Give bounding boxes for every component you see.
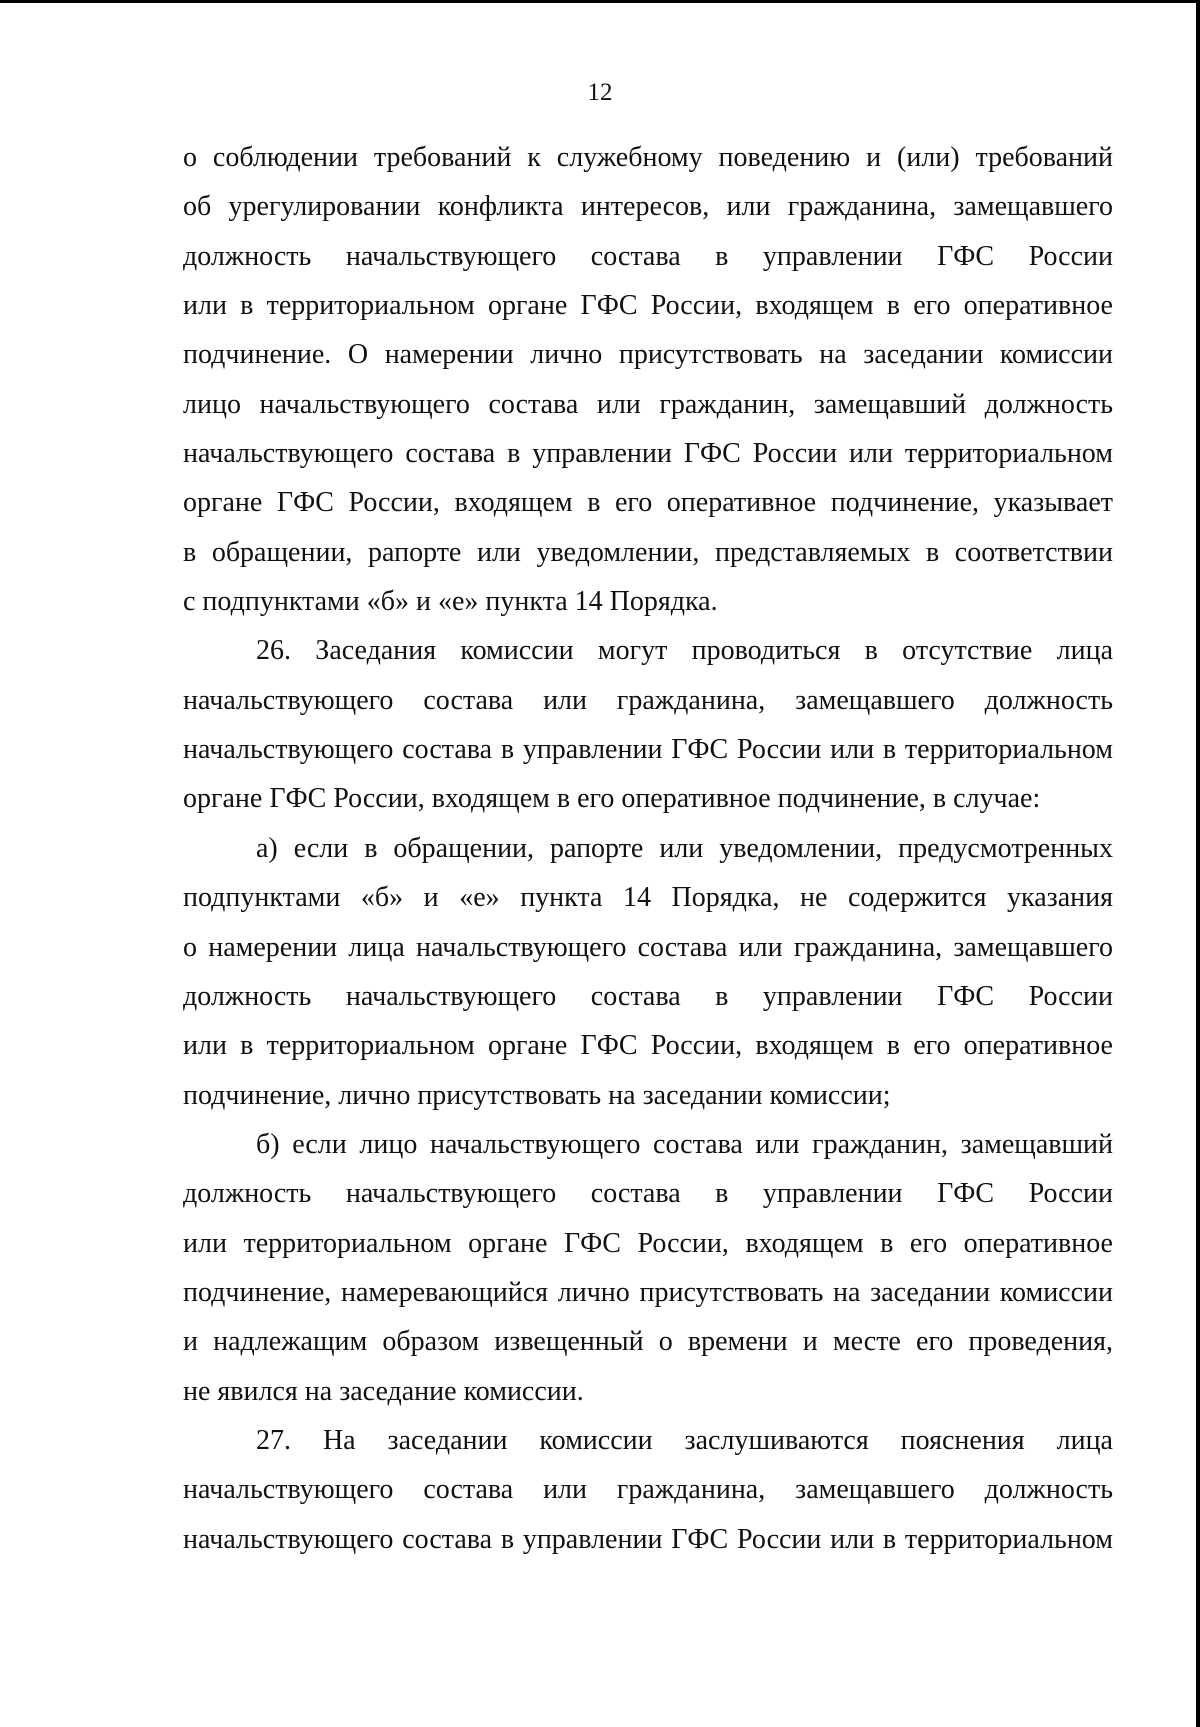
text-line: б) если лицо начальствующего состава или гражданин, замещавший	[256, 1128, 1113, 1160]
page-number: 12	[587, 79, 613, 106]
text-line: начальствующего состава или гражданина, замещавшего должность	[183, 684, 1113, 716]
text-line: должность начальствующего состава в управлении ГФС России	[183, 1178, 1113, 1210]
text-line: в обращении, рапорте или уведомлении, представляемых в соответствии	[183, 536, 1113, 568]
document-body	[183, 133, 1113, 1564]
text-line: с подпунктами «б» и «е» пункта 14 Порядка.	[183, 586, 718, 618]
text-line: начальствующего состава в управлении ГФС России или территориальном	[183, 438, 1113, 470]
text-line: должность начальствующего состава в управлении ГФС России	[183, 240, 1113, 272]
text-line: а) если в обращении, рапорте или уведомлении, предусмотренных	[256, 832, 1113, 864]
text-line: 26. Заседания комиссии могут проводиться в отсутствие лица	[256, 635, 1113, 667]
text-line: начальствующего состава или гражданина, замещавшего должность	[183, 1474, 1113, 1506]
text-line: о намерении лица начальствующего состава или гражданина, замещавшего	[183, 931, 1113, 963]
text-line: начальствующего состава в управлении ГФС России или в территориальном	[183, 1523, 1113, 1555]
text-line: начальствующего состава в управлении ГФС России или в территориальном	[183, 734, 1113, 766]
text-line: или в территориальном органе ГФС России, входящем в его оперативное	[183, 1030, 1113, 1062]
scan-border-top	[0, 0, 1200, 3]
text-line: подчинение, лично присутствовать на заседании комиссии;	[183, 1079, 891, 1111]
text-line: или в территориальном органе ГФС России, входящем в его оперативное	[183, 290, 1113, 322]
text-line: органе ГФС России, входящем в его оперативное подчинение, указывает	[183, 487, 1113, 519]
text-line: 27. На заседании комиссии заслушиваются пояснения лица	[256, 1424, 1113, 1456]
text-line: подчинение, намеревающийся лично присутствовать на заседании комиссии	[183, 1276, 1113, 1308]
text-line: и надлежащим образом извещенный о времени и месте его проведения,	[183, 1326, 1113, 1358]
scan-border-right	[1196, 0, 1200, 1727]
text-line: об урегулировании конфликта интересов, или гражданина, замещавшего	[183, 191, 1113, 223]
text-line: лицо начальствующего состава или гражданин, замещавший должность	[183, 388, 1113, 420]
text-line: органе ГФС России, входящем в его оперативное подчинение, в случае:	[183, 783, 1041, 815]
text-line: подпунктами «б» и «е» пункта 14 Порядка, не содержится указания	[183, 882, 1113, 914]
text-line: или территориальном органе ГФС России, входящем в его оперативное	[183, 1227, 1113, 1259]
text-line: подчинение. О намерении лично присутствовать на заседании комиссии	[183, 339, 1113, 371]
text-line: не явился на заседание комиссии.	[183, 1375, 584, 1407]
text-line: должность начальствующего состава в управлении ГФС России	[183, 980, 1113, 1012]
text-line: о соблюдении требований к служебному поведению и (или) требований	[183, 142, 1113, 173]
